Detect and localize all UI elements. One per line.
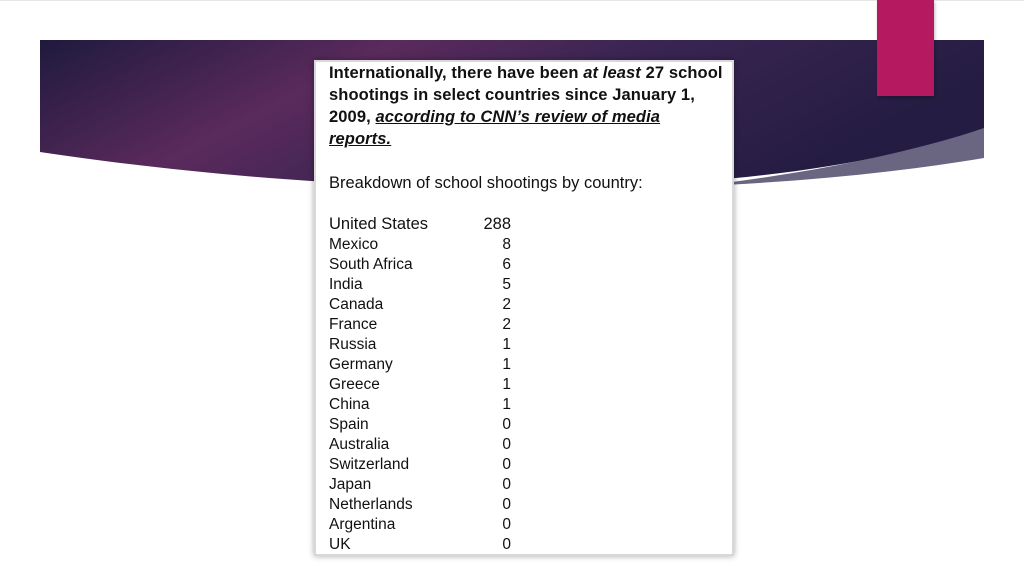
- country-name: South Africa: [329, 256, 413, 273]
- country-name: China: [329, 396, 370, 413]
- table-row: [329, 515, 529, 535]
- table-row: [329, 455, 529, 475]
- cnn-source-link[interactable]: according to CNN’s review of media reports.: [329, 108, 661, 148]
- shooting-count: 2: [502, 296, 511, 313]
- country-name: Greece: [329, 376, 380, 393]
- table-row: [329, 395, 529, 415]
- country-name: Mexico: [329, 236, 379, 253]
- shooting-count: 1: [502, 336, 511, 353]
- table-row: [329, 235, 529, 255]
- shooting-count: 2: [502, 316, 511, 333]
- country-name: Spain: [329, 416, 369, 433]
- country-name: Switzerland: [329, 456, 410, 473]
- country-name: Japan: [329, 476, 372, 493]
- country-name: Netherlands: [329, 496, 413, 513]
- table-row: [329, 535, 529, 554]
- table-row: [329, 475, 529, 495]
- country-name: Germany: [329, 356, 393, 373]
- country-name: Canada: [329, 296, 384, 313]
- table-row: [329, 375, 529, 395]
- table-row: [329, 415, 529, 435]
- table-row: [329, 214, 529, 235]
- table-row: [329, 315, 529, 335]
- shooting-count: 1: [502, 396, 511, 413]
- country-table: [329, 214, 529, 554]
- shooting-count: 0: [502, 456, 511, 473]
- country-name: United States: [329, 215, 429, 233]
- table-row: [329, 255, 529, 275]
- shooting-count: 0: [502, 476, 511, 493]
- shooting-count: 1: [502, 376, 511, 393]
- country-name: UK: [329, 536, 351, 553]
- shooting-count: 288: [483, 215, 511, 233]
- shooting-count: 0: [502, 516, 511, 533]
- shooting-count: 8: [502, 236, 511, 253]
- shooting-count: 0: [502, 536, 511, 553]
- intro-emphasis: at least: [583, 64, 641, 82]
- breakdown-heading: Breakdown of school shootings by country:: [329, 174, 643, 192]
- article-screenshot-card: [316, 62, 732, 554]
- intro-paragraph: [329, 62, 725, 150]
- table-row: [329, 355, 529, 375]
- country-name: France: [329, 316, 378, 333]
- country-name: Argentina: [329, 516, 396, 533]
- table-row: [329, 435, 529, 455]
- shooting-count: 5: [502, 276, 511, 293]
- table-row: [329, 275, 529, 295]
- shooting-count: 6: [502, 256, 511, 273]
- shooting-count: 0: [502, 416, 511, 433]
- shooting-count: 0: [502, 496, 511, 513]
- country-name: Australia: [329, 436, 390, 453]
- intro-text-2: 27 school shootings in select countries since January 1, 2009,: [329, 64, 723, 126]
- table-row: [329, 295, 529, 315]
- country-name: Russia: [329, 336, 377, 353]
- country-name: India: [329, 276, 363, 293]
- shooting-count: 1: [502, 356, 511, 373]
- intro-text-1: Internationally, there have been: [329, 64, 584, 82]
- shooting-count: 0: [502, 436, 511, 453]
- accent-tab: [877, 0, 934, 96]
- table-row: [329, 495, 529, 515]
- table-row: [329, 335, 529, 355]
